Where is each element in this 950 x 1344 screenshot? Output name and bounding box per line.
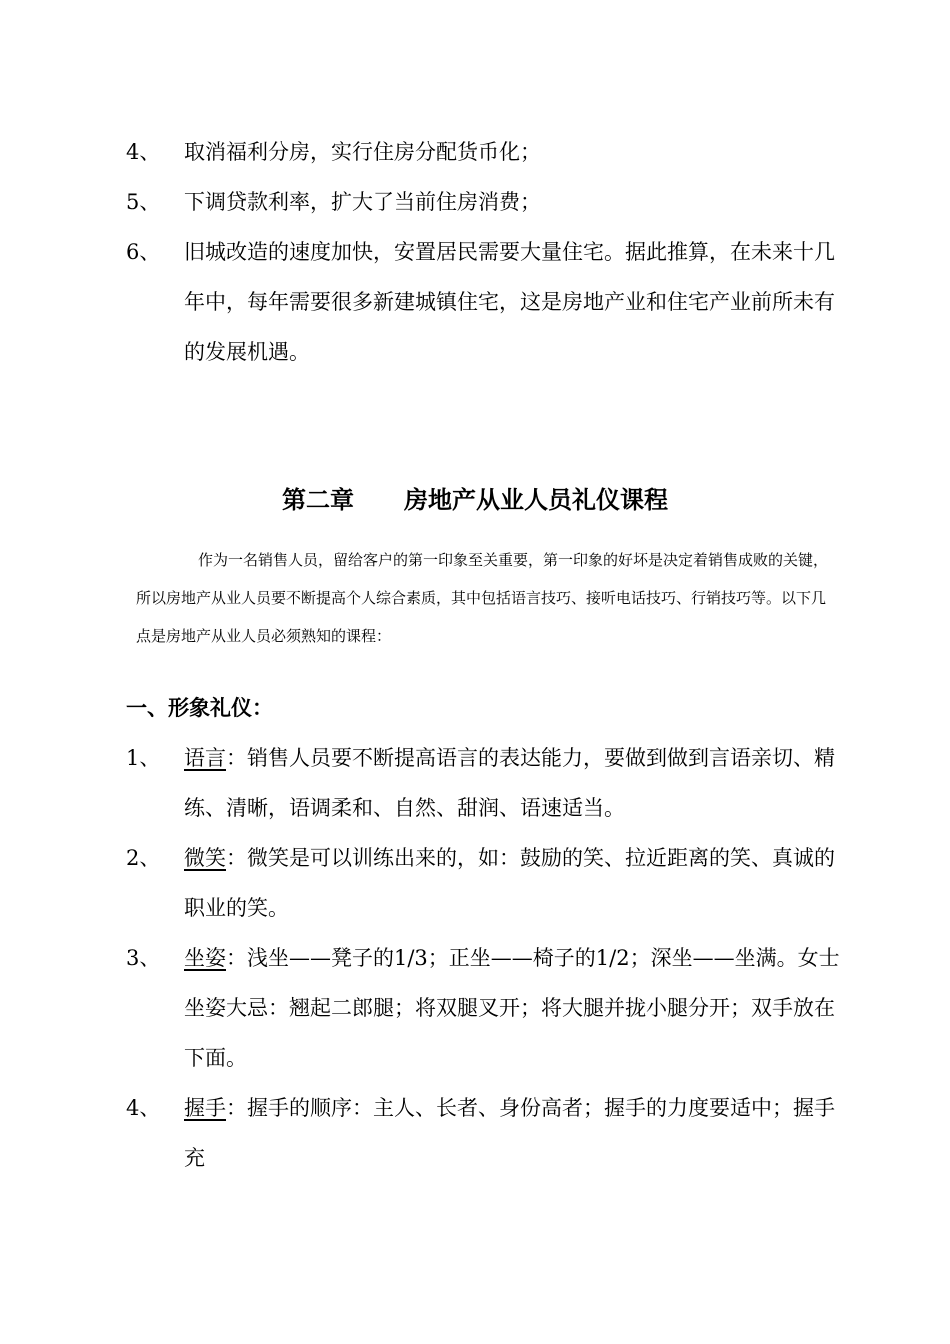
list-item-number: 4、 <box>126 1096 161 1120</box>
list-item-text <box>184 733 846 833</box>
list-item-text <box>184 933 846 1083</box>
item-description: ：浅坐——凳子的1/3；正坐——椅子的1/2；深坐——坐满。女士坐姿大忌：翘起二郎腿；将双腿叉开；将大腿并拢小腿分开；双手放在下面。 <box>184 946 840 1070</box>
list-item-number: 3、 <box>126 946 161 970</box>
list-item-text: 下调贷款利率，扩大了当前住房消费； <box>184 190 541 214</box>
item-description: ：销售人员要不断提高语言的表达能力，要做到做到言语亲切、精练、清晰，语调柔和、自然、甜润、语速适当。 <box>184 746 835 820</box>
list-item-text <box>184 833 846 933</box>
item-term: 微笑 <box>184 846 226 870</box>
chapter-number: 第二章 <box>282 486 354 514</box>
section-heading: 一、形象礼仪： <box>126 696 273 720</box>
list-item-text: 旧城改造的速度加快，安置居民需要大量住宅。据此推算，在未来十几年中，每年需要很多新建城镇住宅，这是房地产业和住宅产业前所未有的发展机遇。 <box>184 240 835 364</box>
list-item-text: 取消福利分房，实行住房分配货币化； <box>184 140 541 164</box>
list-item-number: 5、 <box>126 190 161 214</box>
intro-paragraph: 作为一名销售人员，留给客户的第一印象至关重要，第一印象的好坏是决定着销售成败的关键，所以房地产从业人员要不断提高个人综合素质，其中包括语言技巧、接听电话技巧、行销技巧等。以下几点是房地产从业人员必须熟知的课程： <box>136 551 829 645</box>
list-item-number: 6、 <box>126 240 161 264</box>
list-item-number: 1、 <box>126 746 161 770</box>
item-description: ：握手的顺序：主人、长者、身份高者；握手的力度要适中；握手充 <box>184 1096 835 1170</box>
item-term: 握手 <box>184 1096 226 1120</box>
item-description: ：微笑是可以训练出来的，如：鼓励的笑、拉近距离的笑、真诚的职业的笑。 <box>184 846 835 920</box>
chapter-heading <box>0 480 950 520</box>
list-item-number: 4、 <box>126 140 161 164</box>
item-term: 坐姿 <box>184 946 226 970</box>
list-item-text <box>184 1083 846 1183</box>
item-term: 语言 <box>184 746 226 770</box>
list-item-number: 2、 <box>126 846 161 870</box>
chapter-title: 房地产从业人员礼仪课程 <box>404 486 668 514</box>
